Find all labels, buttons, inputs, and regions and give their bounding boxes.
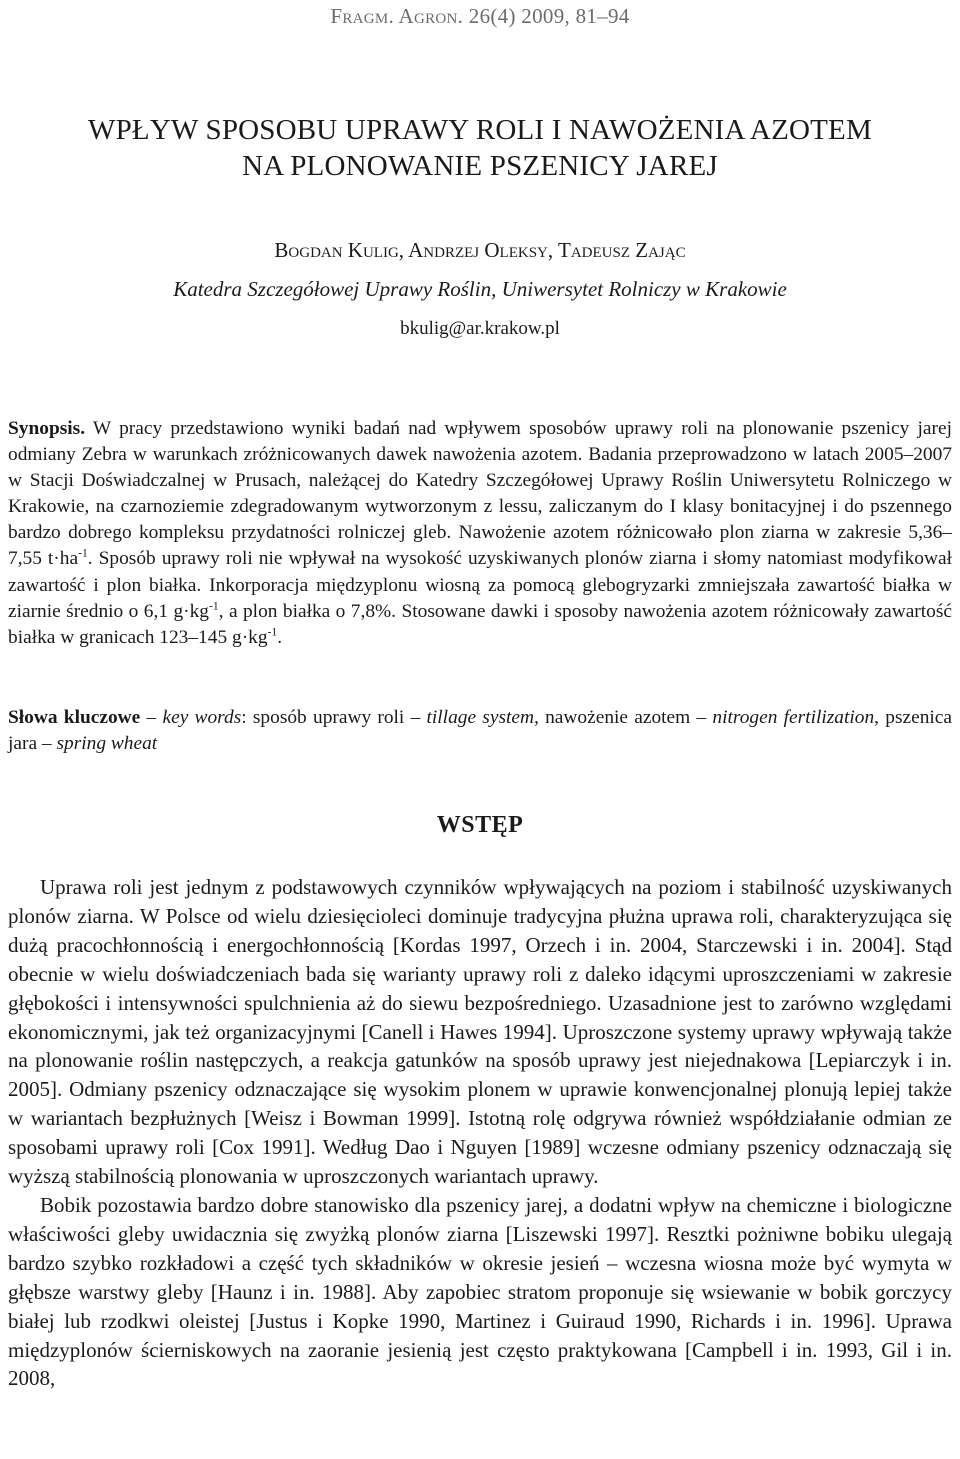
synopsis-text-2: . Sposób uprawy roli nie wpływał na wysokość uzyskiwanych plonów ziarna i słomy natomiast modyfikował zawartość i plon białka. Inkorporacja międzyplonu wiosną za pomocą glebogryzarki zmniejszała zawartość białka w ziarnie średnio o 6,1 g·kg bbox=[8, 548, 952, 622]
synopsis-text-4: . bbox=[277, 626, 283, 648]
author-email: bkulig@ar.krakow.pl bbox=[400, 318, 560, 339]
section-heading: WSTĘP bbox=[436, 812, 524, 838]
keyword-en-1: tillage system, bbox=[426, 707, 539, 728]
journal-citation: Fragm. Agron. 26(4) 2009, 81–94 bbox=[330, 4, 630, 28]
synopsis-label: Synopsis. bbox=[8, 418, 86, 439]
synopsis-paragraph bbox=[8, 416, 952, 651]
title-line-2: NA PLONOWANIE PSZENICY JAREJ bbox=[242, 150, 718, 182]
article-title bbox=[0, 112, 960, 184]
author-list: Bogdan Kulig, Andrzej Oleksy, Tadeusz Zając bbox=[274, 238, 686, 262]
keywords-dash: – bbox=[140, 707, 163, 728]
keyword-en-2: nitrogen fertilization bbox=[712, 707, 875, 728]
keyword-pl-1: : sposób uprawy roli – bbox=[241, 707, 427, 728]
synopsis-text-1: W pracy przedstawiono wyniki badań nad wpływem sposobów uprawy roli na plonowanie pszenicy jarej odmiany Zebra w warunkach zróżnicowanych dawek nawożenia azotem. Badania przeprowadzono w latach 2005–2007 w Stacji Doświadczalnej w Prusach, należącej do Katedry Szczegółowej Uprawy Roślin Uniwersytetu Rolniczego w Krakowie, na czarnoziemie zdegradowanym wytworzonym z lessu, zaliczanym do I klasy bonitacyjnej i do pszennego bardzo dobrego kompleksu przydatności rolniczej gleb. Nawożenie azotem różnicowało plon ziarna w zakresie 5,36–7,55 t·ha bbox=[8, 418, 952, 570]
body-paragraph-1: Uprawa roli jest jednym z podstawowych czynników wpływających na poziom i stabilność uzyskiwanych plonów ziarna. W Polsce od wielu dziesięcioleci dominuje tradycyjna płużna uprawa roli, charakteryzująca się dużą pracochłonnością i energochłonnością [Kordas 1997, Orzech i in. 2004, Starczewski i in. 2004]. Stąd obecnie w wielu doświadczeniach bada się warianty uprawy roli z daleko idącymi uproszczeniami w zakresie głębokości i intensywności spulchnienia aż do siewu bezpośredniego. Uzasadnione jest to zarówno względami ekonomicznymi, jak też organizacyjnymi [Canell i Hawes 1994]. Uproszczone systemy uprawy wpływają także na plonowanie roślin następczych, a reakcja gatunków na sposób uprawy jest niejednakowa [Lepiarczyk i in. 2005]. Odmiany pszenicy odznaczające się wysokim plonem w uprawie konwencjonalnej plonują lepiej także w wariantach bezpłużnych [Weisz i Bowman 1999]. Istotną rolę odgrywa również współdziałanie odmian ze sposobami uprawy roli [Cox 1991]. Według Dao i Nguyen [1989] wczesne odmiany pszenicy odznaczają się wyższą stabilnością plonowania w uproszczonych wariantach uprawy. bbox=[8, 875, 952, 1189]
body-paragraph-2: Bobik pozostawia bardzo dobre stanowisko dla pszenicy jarej, a dodatni wpływ na chemiczne i biologiczne właściwości gleby uwidacznia się zwyżką plonów ziarna [Liszewski 1997]. Resztki pożniwne bobiku ulegają bardzo szybko rozkładowi a część tych składników w okresie jesień – wczesna wiosna może być wymyta w głębsze warstwy gleby [Haunz i in. 1988]. Aby zapobiec stratom proponuje się wsiewanie w bobik gorczycy białej lub rzodkwi oleistej [Justus i Kopke 1990, Martinez i Guiraud 1990, Richards i in. 1996]. Uprawa międzyplonów ścierniskowych na zaoranie jesienią jest często praktykowana [Campbell i in. 1993, Gil i in. 2008, bbox=[8, 1192, 952, 1391]
unit-exponent: -1 bbox=[267, 625, 278, 639]
keyword-pl-2: nawożenie azotem – bbox=[538, 707, 713, 728]
body-text bbox=[8, 873, 952, 1393]
unit-exponent: -1 bbox=[209, 599, 219, 613]
keywords-label: Słowa kluczowe bbox=[8, 707, 141, 728]
keyword-pl-3: , pszenica jara – bbox=[8, 707, 952, 755]
title-line-1: WPŁYW SPOSOBU UPRAWY ROLI I NAWOŻENIA AZOTEM bbox=[88, 114, 872, 146]
keywords-paragraph bbox=[8, 705, 952, 757]
keyword-en-3: spring wheat bbox=[56, 733, 158, 755]
synopsis-text-3: , a plon białka o 7,8%. Stosowane dawki i sposoby nawożenia azotem różnicowały zawartość białka w granicach 123–145 g·kg bbox=[8, 600, 952, 648]
affiliation: Katedra Szczegółowej Uprawy Roślin, Uniwersytet Rolniczy w Krakowie bbox=[173, 277, 787, 301]
unit-exponent: -1 bbox=[78, 547, 88, 560]
keywords-english-label: key words bbox=[162, 707, 242, 728]
